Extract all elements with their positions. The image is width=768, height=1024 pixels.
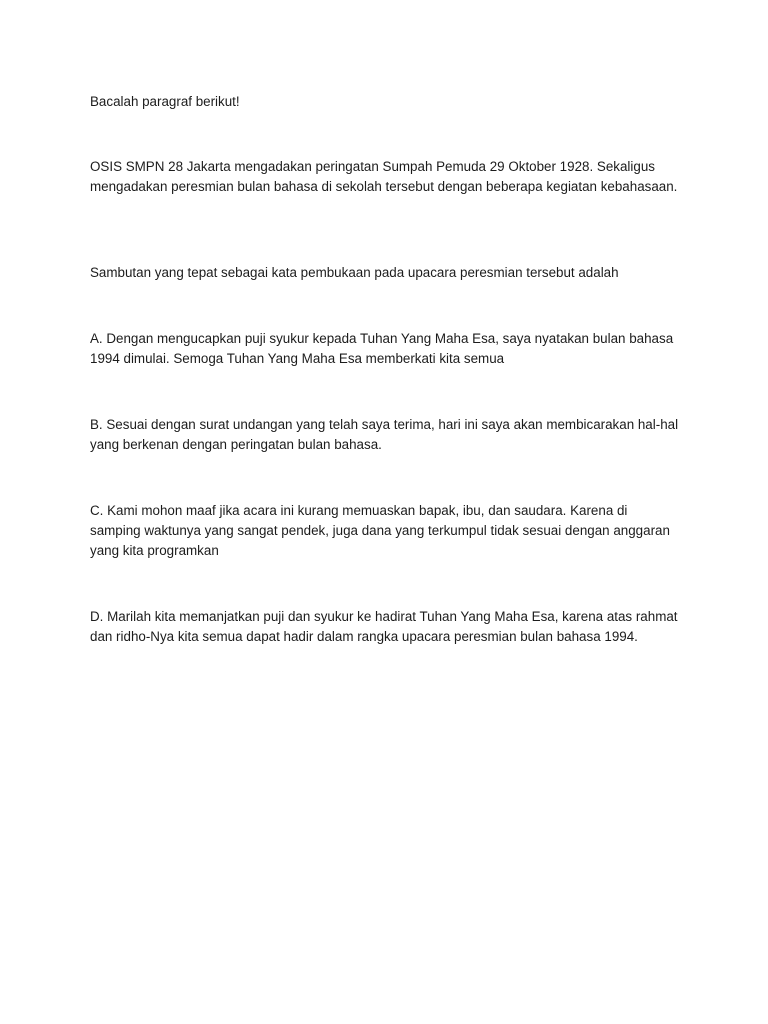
option-b: B. Sesuai dengan surat undangan yang telah saya terima, hari ini saya akan membicarakan hal-hal yang berkenan dengan peringatan bulan bahasa. <box>90 417 679 452</box>
question-text: Sambutan yang tepat sebagai kata pembukaan pada upacara peresmian tersebut adalah <box>90 265 619 280</box>
option-a: A. Dengan mengucapkan puji syukur kepada Tuhan Yang Maha Esa, saya nyatakan bulan bahasa 1994 dimulai. Semoga Tuhan Yang Maha Esa memberkati kita semua <box>90 331 674 366</box>
instruction-text: Bacalah paragraf berikut! <box>90 94 240 109</box>
passage-text: OSIS SMPN 28 Jakarta mengadakan peringatan Sumpah Pemuda 29 Oktober 1928. Sekaligus mengadakan peresmian bulan bahasa di sekolah tersebut dengan beberapa kegiatan kebahasaan. <box>90 159 678 194</box>
option-d: D. Marilah kita memanjatkan puji dan syukur ke hadirat Tuhan Yang Maha Esa, karena atas rahmat dan ridho-Nya kita semua dapat hadir dalam rangka upacara peresmian bulan bahasa 1994. <box>90 609 678 644</box>
option-c: C. Kami mohon maaf jika acara ini kurang memuaskan bapak, ibu, dan saudara. Karena di samping waktunya yang sangat pendek, juga dana yang terkumpul tidak sesuai dengan anggaran yang kita programkan <box>90 503 670 558</box>
